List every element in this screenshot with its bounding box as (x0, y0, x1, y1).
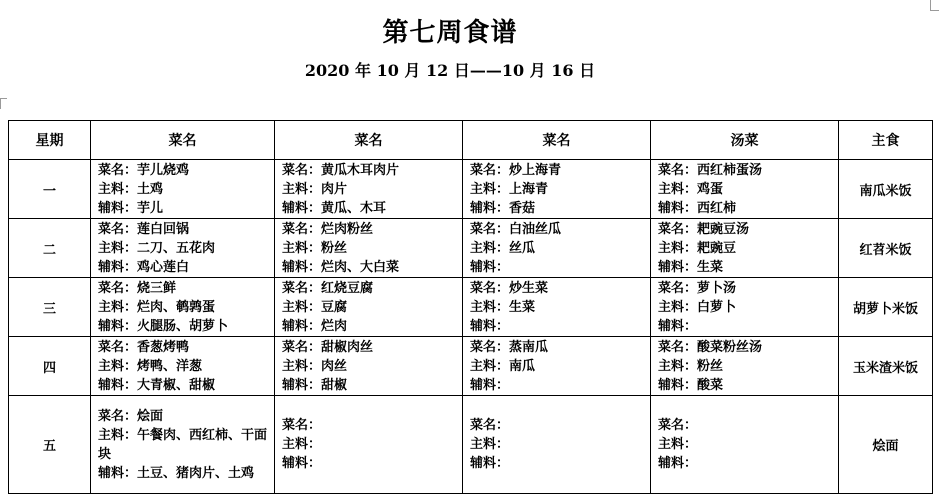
main-ingredient: 主料：南瓜 (470, 358, 536, 374)
weekday-cell: 三 (9, 278, 91, 337)
soup-cell (651, 278, 839, 337)
weekday-cell: 一 (9, 160, 91, 219)
main-ingredient: 主料：肉丝 (282, 358, 348, 374)
staple-cell: 胡萝卜米饭 (839, 278, 933, 337)
main-ingredient: 主料： (658, 437, 698, 452)
side-ingredient: 辅料：烂肉 (282, 318, 348, 334)
table-row (9, 396, 933, 494)
dish-cell (275, 337, 463, 396)
main-ingredient: 主料：二刀、五花肉 (98, 240, 216, 256)
main-ingredient: 主料：鸡蛋 (658, 181, 724, 197)
table-row (9, 337, 933, 396)
table-row (9, 160, 933, 219)
staple-cell: 南瓜米饭 (839, 160, 933, 219)
side-ingredient: 辅料：芋儿 (98, 200, 164, 216)
dish-name: 菜名：黄瓜木耳肉片 (282, 162, 400, 178)
main-ingredient: 主料：豆腐 (282, 299, 348, 315)
weekday-cell: 二 (9, 219, 91, 278)
dish-cell (275, 396, 463, 494)
main-ingredient: 主料： (470, 437, 510, 452)
main-ingredient: 主料：烤鸭、洋葱 (98, 358, 203, 374)
side-ingredient: 辅料：土豆、猪肉片、土鸡 (98, 465, 255, 481)
dish-name: 菜名：蒸南瓜 (470, 339, 549, 355)
dish-cell (91, 219, 275, 278)
side-ingredient: 辅料：鸡心莲白 (98, 259, 190, 275)
main-ingredient: 主料：粉丝 (658, 358, 724, 374)
dish-name: 菜名： (470, 418, 510, 433)
dish-name: 菜名：烂肉粉丝 (282, 221, 374, 237)
main-ingredient: 主料：白萝卜 (658, 299, 737, 315)
main-ingredient: 主料：土鸡 (98, 181, 164, 197)
dish-name: 菜名：红烧豆腐 (282, 280, 374, 296)
side-ingredient: 辅料：烂肉、大白菜 (282, 259, 400, 275)
dish-cell (91, 396, 275, 494)
dish-name: 菜名：西红柿蛋汤 (658, 162, 763, 178)
main-ingredient: 主料：粉丝 (282, 240, 348, 256)
dish-name: 菜名：炒上海青 (470, 162, 562, 178)
dish-name: 菜名：酸菜粉丝汤 (658, 339, 763, 355)
side-ingredient: 辅料：甜椒 (282, 377, 348, 393)
header-weekday: 星期 (9, 121, 91, 160)
dish-name: 菜名：烧三鲜 (98, 280, 177, 296)
staple-cell: 红苕米饭 (839, 219, 933, 278)
header-row (9, 121, 933, 160)
dish-cell (91, 160, 275, 219)
dish-name: 菜名： (658, 418, 698, 433)
soup-cell (651, 219, 839, 278)
main-ingredient: 主料：耙豌豆 (658, 240, 737, 256)
dish-name: 菜名：炒生菜 (470, 280, 549, 296)
header-dish-3: 菜名 (463, 121, 651, 160)
side-ingredient: 辅料： (470, 259, 510, 275)
dish-cell (463, 396, 651, 494)
dish-name: 菜名：白油丝瓜 (470, 221, 562, 237)
staple-cell: 玉米渣米饭 (839, 337, 933, 396)
side-ingredient: 辅料：香菇 (470, 200, 536, 216)
dish-name: 菜名：耙豌豆汤 (658, 221, 750, 237)
side-ingredient: 辅料：火腿肠、胡萝卜 (98, 318, 229, 334)
dish-name: 菜名：莲白回锅 (98, 221, 190, 237)
table-row (9, 219, 933, 278)
side-ingredient: 辅料：黄瓜、木耳 (282, 200, 387, 216)
date-range: 2020 年 10 月 12 日——10 月 16 日 (304, 61, 596, 80)
main-ingredient: 主料：丝瓜 (470, 240, 536, 256)
side-ingredient: 辅料：生菜 (658, 259, 724, 275)
right-margin-mark (930, 0, 939, 11)
side-ingredient: 辅料： (658, 456, 698, 471)
dish-cell (463, 278, 651, 337)
header-dish-1: 菜名 (91, 121, 275, 160)
side-ingredient: 辅料： (470, 377, 510, 393)
weekday-cell: 五 (9, 396, 91, 494)
main-ingredient: 主料：生菜 (470, 299, 536, 315)
main-ingredient: 主料： (282, 437, 322, 452)
main-ingredient: 主料：上海青 (470, 181, 549, 197)
staple-cell: 烩面 (839, 396, 933, 494)
header-soup: 汤菜 (651, 121, 839, 160)
dish-name: 菜名：香葱烤鸭 (98, 339, 190, 355)
left-margin-mark (0, 98, 7, 109)
dish-cell (275, 219, 463, 278)
dish-cell (463, 337, 651, 396)
dish-cell (91, 337, 275, 396)
dish-cell (91, 278, 275, 337)
menu-table (8, 120, 933, 494)
page-title: 第七周食谱 (382, 18, 518, 48)
dish-name: 菜名：烩面 (98, 408, 164, 424)
main-ingredient: 主料：午餐肉、西红柿、干面块 (98, 427, 268, 462)
header-dish-2: 菜名 (275, 121, 463, 160)
main-ingredient: 主料：烂肉、鹌鹑蛋 (98, 299, 216, 315)
soup-cell (651, 337, 839, 396)
header-staple: 主食 (839, 121, 933, 160)
soup-cell (651, 396, 839, 494)
side-ingredient: 辅料：西红柿 (658, 200, 737, 216)
dish-name: 菜名：萝卜汤 (658, 280, 737, 296)
main-ingredient: 主料：肉片 (282, 181, 348, 197)
dish-name: 菜名：甜椒肉丝 (282, 339, 374, 355)
side-ingredient: 辅料： (658, 318, 698, 334)
weekday-cell: 四 (9, 337, 91, 396)
dish-cell (463, 160, 651, 219)
side-ingredient: 辅料：酸菜 (658, 377, 724, 393)
dish-cell (275, 160, 463, 219)
side-ingredient: 辅料： (282, 456, 322, 471)
side-ingredient: 辅料： (470, 318, 510, 334)
soup-cell (651, 160, 839, 219)
dish-name: 菜名： (282, 418, 322, 433)
table-row (9, 278, 933, 337)
side-ingredient: 辅料： (470, 456, 510, 471)
dish-name: 菜名：芋儿烧鸡 (98, 162, 190, 178)
dish-cell (463, 219, 651, 278)
dish-cell (275, 278, 463, 337)
side-ingredient: 辅料：大青椒、甜椒 (98, 377, 216, 393)
